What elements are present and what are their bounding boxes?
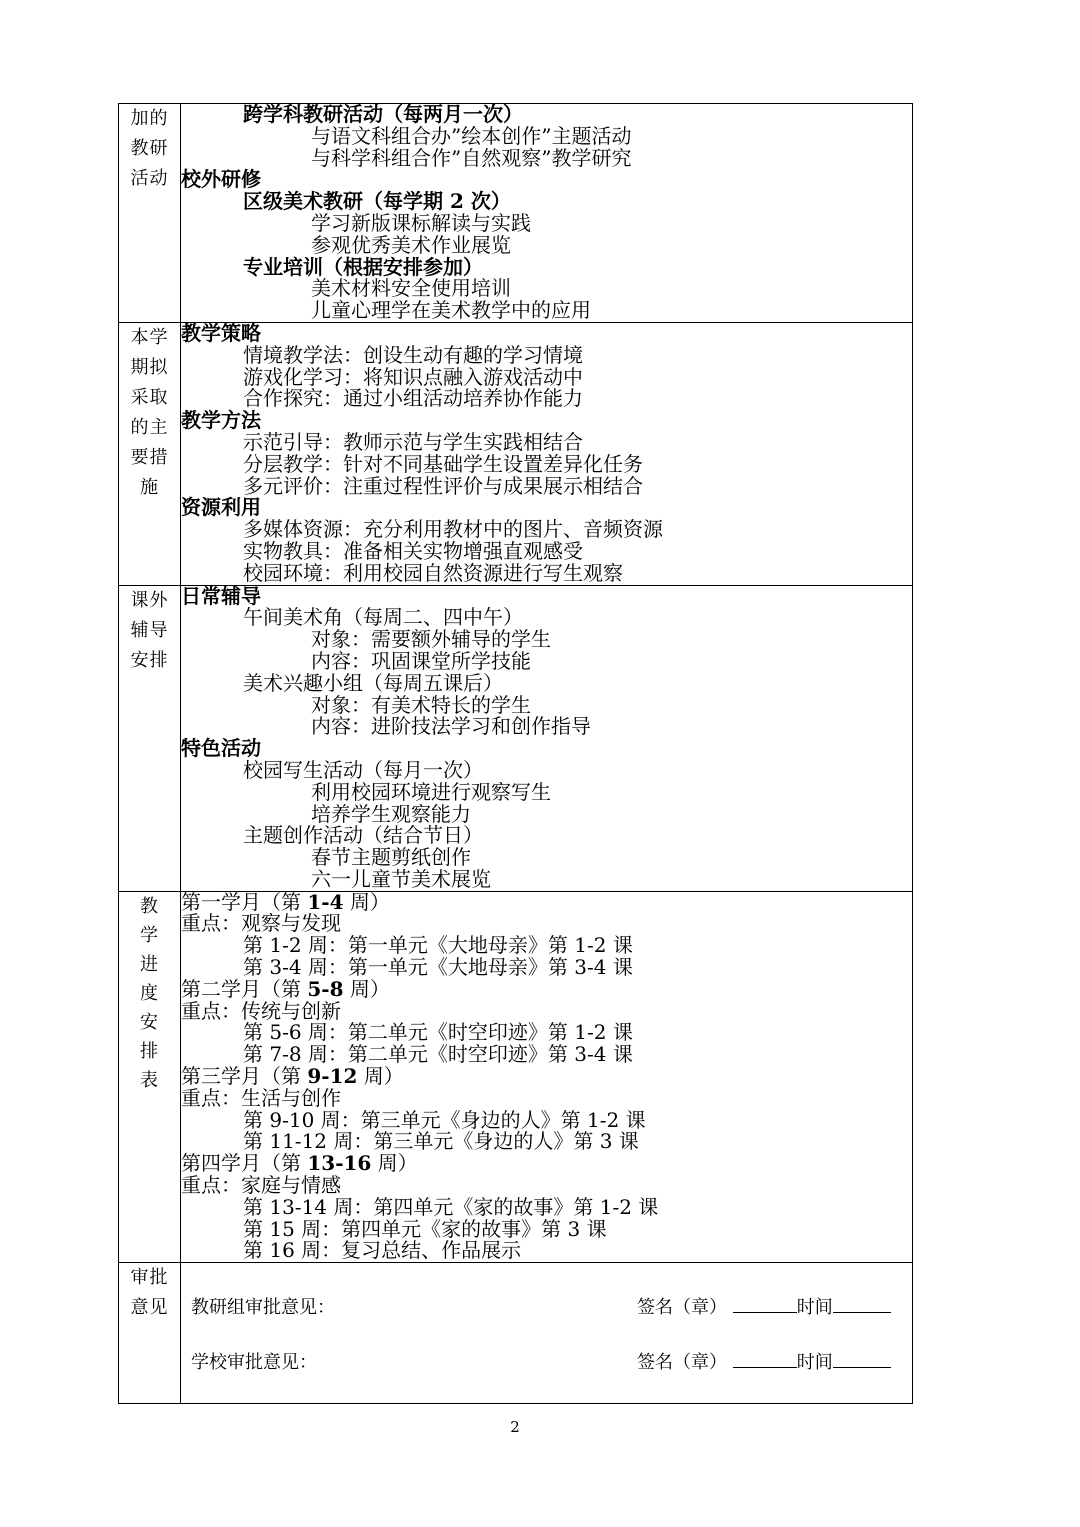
content-line: 第 13-14 周：第四单元《家的故事》第 1-2 课 bbox=[243, 1194, 659, 1219]
label-cell-measures bbox=[119, 322, 181, 585]
content-line: 与科学科组合作”自然观察”教学研究 bbox=[311, 145, 632, 170]
content-line: 校园环境：利用校园自然资源进行写生观察 bbox=[243, 560, 623, 585]
content-line: 专业培训（根据安排参加） bbox=[243, 254, 483, 279]
school-approval-label: 学校审批意见： bbox=[191, 1352, 317, 1374]
content-line: 游戏化学习：将知识点融入游戏活动中 bbox=[243, 364, 583, 389]
row-label: 教学进度安排表 bbox=[140, 895, 159, 1091]
content-line: 学习新版课标解读与实践 bbox=[311, 210, 531, 235]
content-line: 内容：巩固课堂所学技能 bbox=[311, 648, 531, 673]
content-line: 第二学月（第 5-8 周） bbox=[181, 976, 390, 1001]
label-cell-research bbox=[119, 104, 181, 323]
content-line: 校园写生活动（每月一次） bbox=[243, 757, 483, 782]
content-line: 跨学科教研活动（每两月一次） bbox=[243, 102, 523, 126]
signature-label: 签名（章） bbox=[637, 1297, 727, 1319]
group-approval-label: 教研组审批意见： bbox=[191, 1297, 335, 1319]
content-line: 第 11-12 周：第三单元《身边的人》第 3 课 bbox=[243, 1129, 639, 1154]
content-measures bbox=[181, 322, 913, 585]
content-line: 与语文科组合办”绘本创作”主题活动 bbox=[311, 123, 632, 148]
content-line: 教学策略 bbox=[181, 320, 261, 345]
school-approval-row bbox=[191, 1318, 912, 1388]
row-label: 加的教研活动 bbox=[130, 108, 169, 189]
content-line: 情境教学法：创设生动有趣的学习情境 bbox=[243, 342, 583, 367]
content-line: 第 15 周：第四单元《家的故事》第 3 课 bbox=[243, 1216, 607, 1241]
content-tutoring bbox=[181, 585, 913, 891]
group-signature-area bbox=[637, 1293, 891, 1319]
content-line: 资源利用 bbox=[181, 495, 261, 520]
row-label: 审批意见 bbox=[130, 1267, 169, 1319]
content-line: 对象：需要额外辅导的学生 bbox=[311, 627, 551, 652]
content-line: 重点：生活与创作 bbox=[181, 1085, 341, 1110]
signature-blank[interactable] bbox=[733, 1294, 797, 1313]
content-line: 特色活动 bbox=[181, 736, 261, 761]
content-line: 重点：家庭与情感 bbox=[181, 1173, 341, 1198]
page-number: 2 bbox=[510, 1418, 520, 1436]
content-line: 第 7-8 周：第二单元《时空印迹》第 3-4 课 bbox=[243, 1042, 633, 1067]
row-label: 本学期拟采取的主要措施 bbox=[130, 326, 169, 498]
content-line: 第 9-10 周：第三单元《身边的人》第 1-2 课 bbox=[243, 1107, 646, 1132]
label-cell-approval bbox=[119, 1263, 181, 1404]
content-line: 重点：观察与发现 bbox=[181, 911, 341, 936]
content-line: 六一儿童节美术展览 bbox=[311, 866, 491, 891]
row-measures bbox=[119, 322, 913, 585]
content-line: 参观优秀美术作业展览 bbox=[311, 232, 511, 257]
content-line: 示范引导：教师示范与学生实践相结合 bbox=[243, 429, 583, 454]
content-line: 重点：传统与创新 bbox=[181, 998, 341, 1023]
content-line: 第三学月（第 9-12 周） bbox=[181, 1064, 404, 1089]
content-line: 春节主题剪纸创作 bbox=[311, 845, 471, 870]
content-line: 内容：进阶技法学习和创作指导 bbox=[311, 714, 591, 739]
time-label: 时间 bbox=[796, 1297, 833, 1319]
content-line: 实物教具：准备相关实物增强直观感受 bbox=[243, 538, 583, 563]
time-blank[interactable] bbox=[833, 1349, 891, 1368]
content-line: 午间美术角（每周二、四中午） bbox=[243, 605, 523, 630]
plan-table bbox=[118, 103, 913, 1404]
content-line: 儿童心理学在美术教学中的应用 bbox=[311, 298, 591, 323]
time-blank[interactable] bbox=[833, 1294, 891, 1313]
group-approval-row bbox=[191, 1263, 912, 1318]
row-schedule bbox=[119, 891, 913, 1263]
content-research bbox=[181, 104, 913, 323]
label-cell-tutoring bbox=[119, 585, 181, 891]
content-line: 日常辅导 bbox=[181, 583, 261, 608]
content-line: 合作探究：通过小组活动培养协作能力 bbox=[243, 386, 583, 411]
row-tutoring bbox=[119, 585, 913, 891]
content-schedule bbox=[181, 891, 913, 1263]
content-line: 利用校园环境进行观察写生 bbox=[311, 779, 551, 804]
content-line: 主题创作活动（结合节日） bbox=[243, 823, 483, 848]
content-line: 多元评价：注重过程性评价与成果展示相结合 bbox=[243, 473, 643, 498]
content-line: 区级美术教研（每学期 2 次） bbox=[243, 189, 511, 214]
content-line: 多媒体资源：充分利用教材中的图片、音频资源 bbox=[243, 517, 663, 542]
content-line: 第一学月（第 1-4 周） bbox=[181, 889, 390, 914]
signature-blank[interactable] bbox=[733, 1349, 797, 1368]
signature-label: 签名（章） bbox=[637, 1352, 727, 1374]
content-line: 第 3-4 周：第一单元《大地母亲》第 3-4 课 bbox=[243, 955, 633, 980]
content-line: 第 16 周：复习总结、作品展示 bbox=[243, 1238, 522, 1263]
content-approval bbox=[181, 1263, 913, 1404]
school-signature-area bbox=[637, 1348, 891, 1374]
content-line: 第四学月（第 13-16 周） bbox=[181, 1151, 418, 1176]
row-approval bbox=[119, 1263, 913, 1404]
content-line: 培养学生观察能力 bbox=[311, 801, 471, 826]
content-line: 第 5-6 周：第二单元《时空印迹》第 1-2 课 bbox=[243, 1020, 633, 1045]
content-line: 教学方法 bbox=[181, 408, 261, 433]
content-line: 分层教学：针对不同基础学生设置差异化任务 bbox=[243, 451, 643, 476]
row-label: 课外辅导安排 bbox=[130, 589, 169, 671]
content-line: 美术材料安全使用培训 bbox=[311, 276, 511, 301]
label-cell-schedule bbox=[119, 891, 181, 1263]
row-research bbox=[119, 104, 913, 323]
content-line: 对象：有美术特长的学生 bbox=[311, 692, 531, 717]
content-line: 校外研修 bbox=[181, 167, 261, 192]
content-line: 第 1-2 周：第一单元《大地母亲》第 1-2 课 bbox=[243, 933, 633, 958]
content-line: 美术兴趣小组（每周五课后） bbox=[243, 670, 503, 695]
time-label: 时间 bbox=[796, 1352, 833, 1374]
